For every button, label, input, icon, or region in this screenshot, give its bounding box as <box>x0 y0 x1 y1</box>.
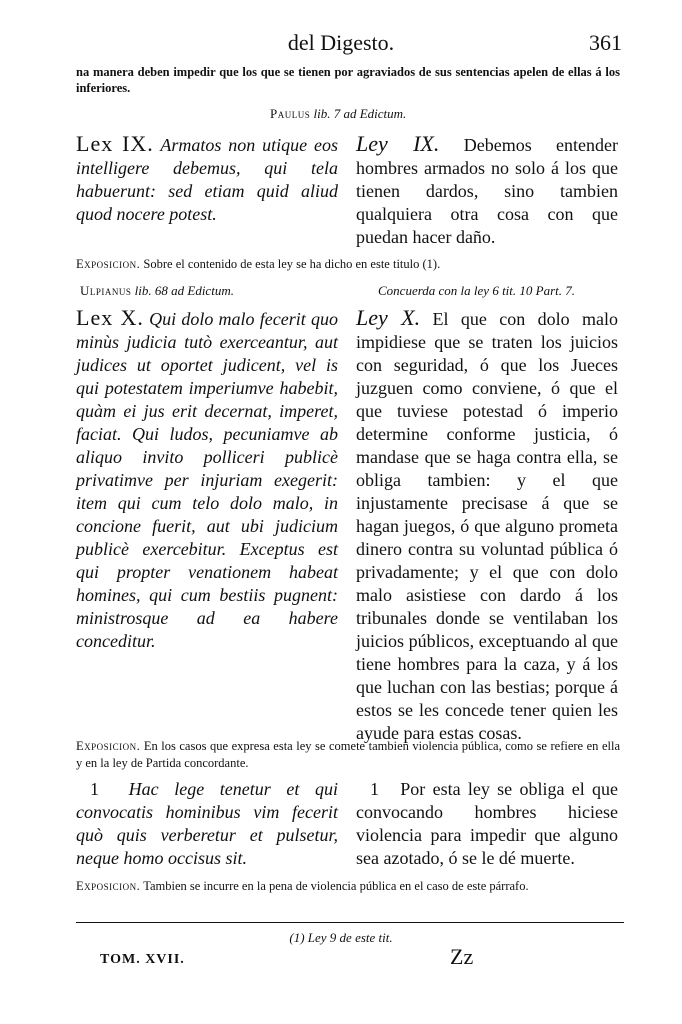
spanish-column-ley-9 <box>356 132 618 249</box>
concordance-note: Concuerda con la ley 6 tit. 10 Part. 7. <box>378 283 576 298</box>
latin-column-paragraph-1 <box>76 778 338 870</box>
exposition-label: Exposicion. <box>76 739 141 753</box>
source-reference: lib. 68 ad Edictum. <box>134 283 234 298</box>
page-number: 361 <box>589 30 622 55</box>
signature-mark: Zz <box>450 944 474 969</box>
exposition-text: En los casos que expresa esta ley se comete tambien violencia pública, como se refiere en ella y en la ley de Partida concordante. <box>76 739 621 770</box>
source-paulus <box>270 106 406 122</box>
spanish-text: El que con dolo malo impidiese que se traten los juicios con seguridad, ó que los Jueces juzguen como conviene, ó que el que tuviese potestad ó imperio determine conforme justicia, ó mandase que se haga contra ella, se obliga tambien: y el que injustamente precisase á que se hagan juegos, ó que alguno prometa dinero contra su voluntad pública ó privadamente; y el que con dolo malo asistiese con dardo á los tribunales donde se ventilaban los juicios públicos, exceptuando al que tiene hombres para la caza, y á los que luchan con las bestias; porque á estos se les concede tener quien les ayude para estas cosas. <box>356 309 619 743</box>
exposition-label: Exposicion. <box>76 879 141 893</box>
source-author: Ulpianus <box>80 283 132 298</box>
exposition-10 <box>76 738 620 772</box>
spanish-column-paragraph-1 <box>356 778 618 870</box>
intro-paragraph: na manera deben impedir que los que se tienen por agraviados de sus sentencias apelen de ellas á los inferiores. <box>76 65 620 95</box>
source-author: Paulus <box>270 106 311 121</box>
footnote-divider <box>76 922 624 923</box>
spanish-text: Por esta ley se obliga el que convocando hombres hiciese violencia para impedir que alguno sea azotado, ó se le dé muerte. <box>356 779 618 868</box>
exposition-9 <box>76 256 620 273</box>
latin-text: Qui dolo malo fecerit quo minùs judicia tutò exerceantur, aut judices ut oportet judicent, vel is qui potestatem imperiumve habebit, quàm ei jus erit decernat, imperet, faciat. Qui ludos, pecuniamve ab aliquo invito polliceri publicè privatimve per injuriam exegerit: item qui cum telo dolo malo, in concione fuerit, aut ubi judicium publicè exercebitur. Exceptus est qui propter venationem habeat homines, qui cum bestiis pugnent: ministrosque ad ea habere conceditur. <box>76 309 339 651</box>
exposition-text: Sobre el contenido de esta ley se ha dicho en este titulo (1). <box>143 257 441 271</box>
latin-text: Hac lege tenetur et qui convocatis hominibus vim fecerit quò quis verberetur et pulsetur, neque homo occisus sit. <box>76 779 338 868</box>
running-header: del Digesto. <box>287 30 395 55</box>
exposition-paragraph-1 <box>76 878 620 895</box>
spanish-column-ley-10 <box>356 306 618 745</box>
latin-column-lex-10 <box>76 306 338 653</box>
lex-heading: Lex X. <box>76 305 144 330</box>
lex-heading: Lex IX. <box>76 131 154 156</box>
exposition-text: Tambien se incurre en la pena de violencia pública en el caso de este párrafo. <box>143 879 529 893</box>
ley-heading: Ley IX. <box>356 131 440 156</box>
exposition-label: Exposicion. <box>76 257 141 271</box>
spanish-text: Debemos entender hombres armados no solo á los que tienen dardos, sino tambien qualquiera otra cosa con que puedan hacer daño. <box>356 135 619 247</box>
footnote: (1) Ley 9 de este tit. <box>289 930 393 945</box>
ley-heading: Ley X. <box>356 305 421 330</box>
paragraph-number: 1 <box>90 779 99 799</box>
volume-label: TOM. XVII. <box>100 952 185 967</box>
source-reference: lib. 7 ad Edictum. <box>313 106 407 121</box>
latin-text: Armatos non utique eos intelligere debemus, qui tela habuerunt: sed etiam quid aliud quod nocere potest. <box>76 135 338 224</box>
paragraph-number: 1 <box>370 779 379 799</box>
source-ulpianus <box>80 283 234 299</box>
latin-column-lex-9 <box>76 132 338 226</box>
